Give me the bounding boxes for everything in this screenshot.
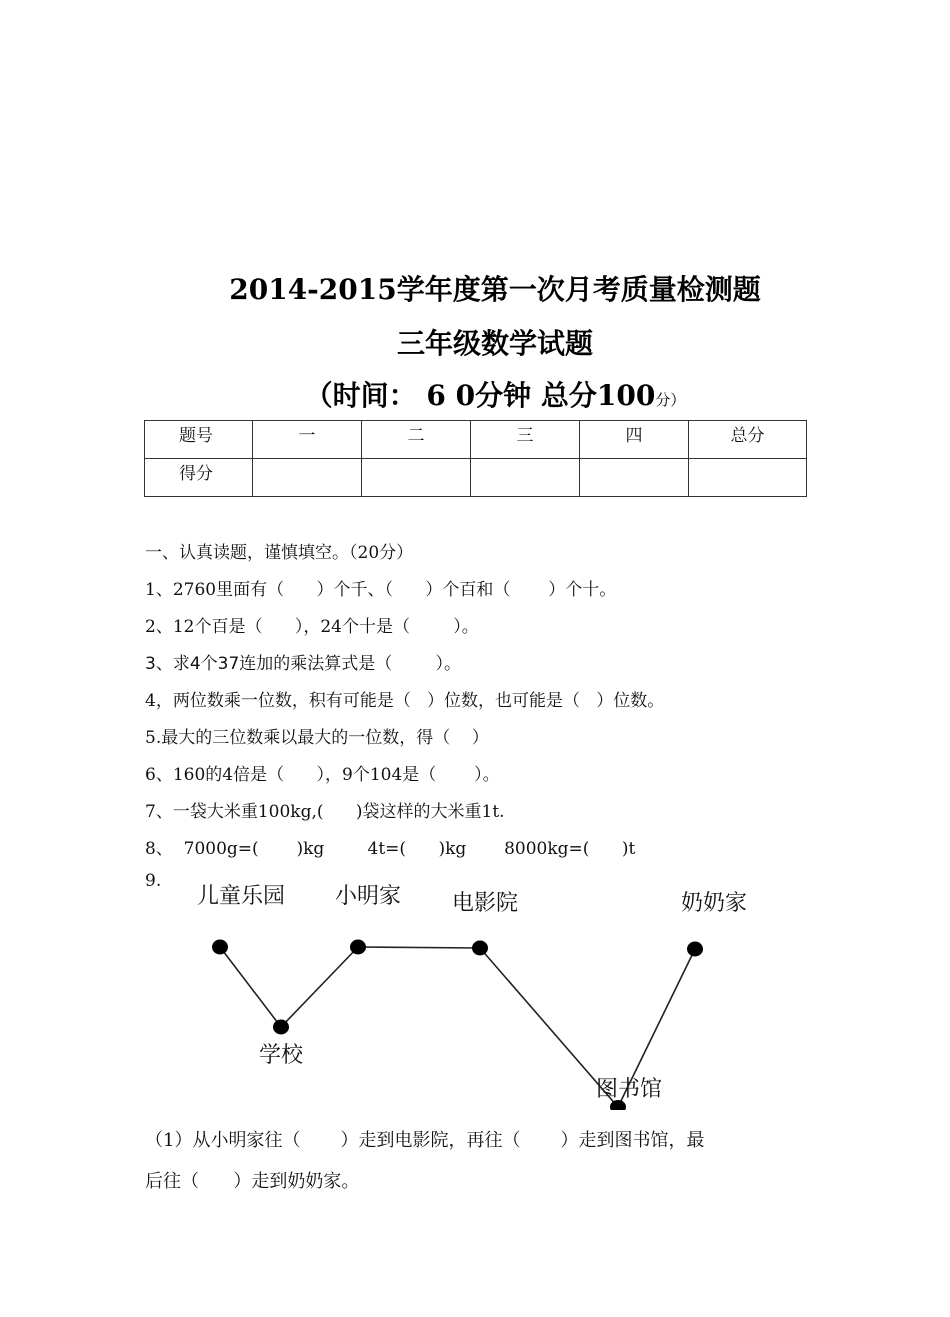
question-7: 7、一袋大米重100kg,( )袋这样的大米重1t. (145, 802, 505, 822)
question-6: 6、160的4倍是（ ），9个104是（ ）。 (145, 765, 500, 785)
score-table-header-cell: 题号 (145, 421, 253, 459)
school-node (273, 1020, 289, 1035)
xiaoming-home-node (350, 940, 366, 955)
question-8: 8、 7000g=( )kg 4t=( )kg 8000kg=( )t (145, 839, 636, 859)
score-cell[interactable] (362, 459, 471, 497)
exam-title: 2014-2015学年度第一次月考质量检测题 (229, 273, 761, 306)
score-table-header-cell: 二 (362, 421, 471, 459)
cinema-node (472, 941, 488, 956)
xiaoming-home-label: 小明家 (335, 884, 402, 909)
time-info-unit: 分） (655, 391, 686, 409)
question-5: 5.最大的三位数乘以最大的一位数，得（ ） (145, 728, 489, 748)
grandma-home-node (687, 942, 703, 957)
score-table-header-cell: 三 (471, 421, 580, 459)
school-label: 学校 (259, 1043, 304, 1068)
score-row-label: 得分 (145, 459, 253, 497)
score-table-header-cell: 四 (580, 421, 689, 459)
sub-question-line-2: 后往（ ）走到奶奶家。 (145, 1171, 360, 1192)
sub-question-line-1: （1）从小明家往（ ）走到电影院，再往（ ）走到图书馆，最 (145, 1130, 705, 1151)
question-2: 2、12个百是（ ），24个十是（ ）。 (145, 617, 479, 637)
time-info-text: （时间： 6 0分钟 总分100 (304, 379, 656, 412)
score-cell[interactable] (580, 459, 689, 497)
question-1: 1、2760里面有（ ）个千、（ ）个百和（ ）个十。 (145, 580, 617, 600)
score-table-score-row (145, 459, 807, 497)
score-table-header-row (145, 421, 807, 459)
cinema-label: 电影院 (452, 891, 519, 916)
question-9-number: 9. (145, 871, 162, 891)
playground-label: 儿童乐园 (197, 884, 286, 909)
route-map (145, 870, 785, 1110)
question-4: 4，两位数乘一位数，积有可能是（ ）位数，也可能是（ ）位数。 (145, 691, 665, 711)
time-info (0, 374, 950, 414)
exam-subtitle: 三年级数学试题 (396, 327, 593, 360)
grandma-home-label: 奶奶家 (681, 891, 748, 916)
playground-node (212, 940, 228, 955)
library-label: 图书馆 (596, 1077, 663, 1102)
score-table-header-cell: 一 (253, 421, 362, 459)
score-cell[interactable] (689, 459, 807, 497)
score-table (144, 420, 807, 497)
score-cell[interactable] (253, 459, 362, 497)
score-cell[interactable] (471, 459, 580, 497)
section-heading: 一、认真读题，谨慎填空。（20分） (145, 543, 414, 563)
question-3: 3、求4个37连加的乘法算式是（ ）。 (145, 654, 461, 674)
score-table-header-cell: 总分 (689, 421, 807, 459)
